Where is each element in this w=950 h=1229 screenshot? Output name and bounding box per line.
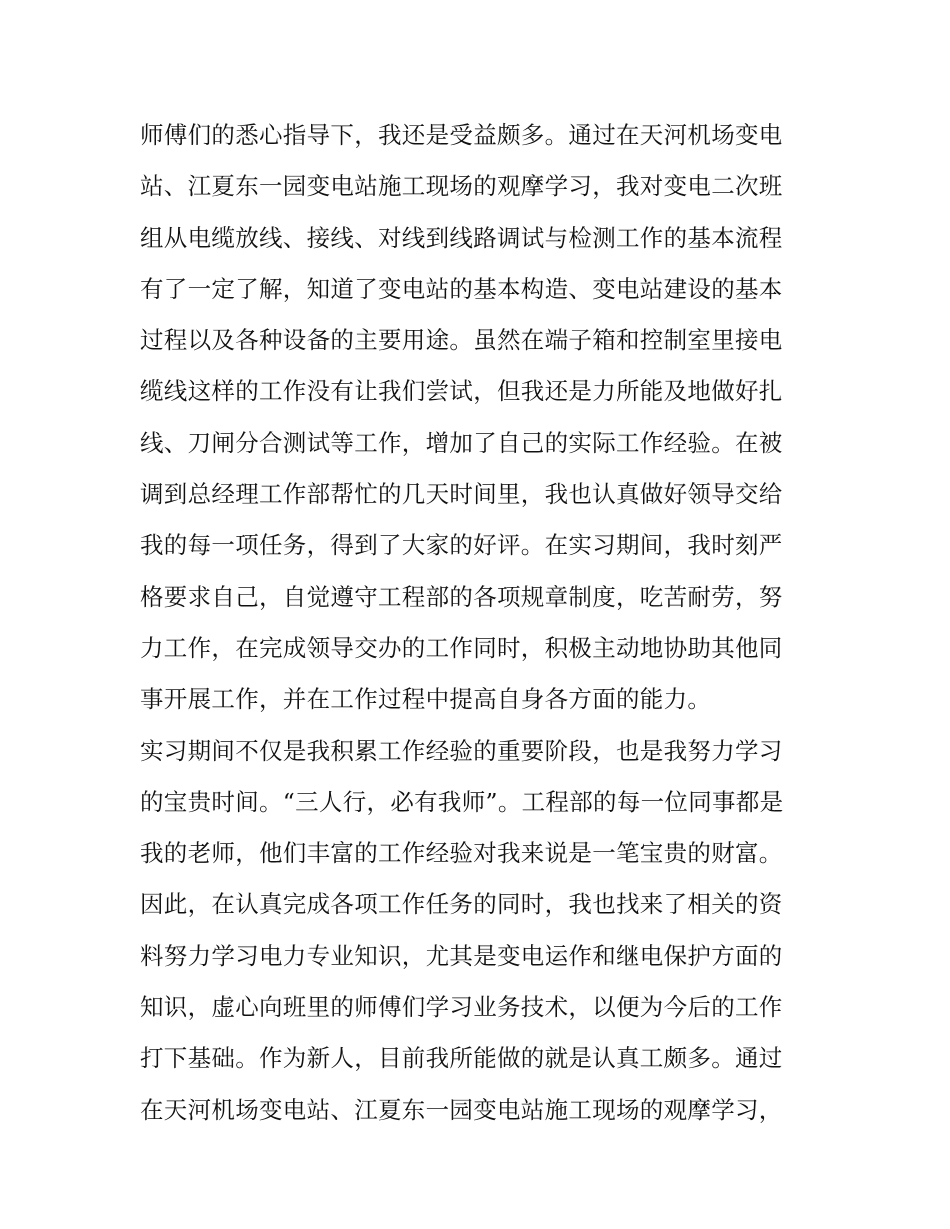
text-line: 缆线这样的工作没有让我们尝试，但我还是力所能及地做好扎 <box>140 377 783 406</box>
text-line: 线、刀闸分合测试等工作，增加了自己的实际工作经验。在被 <box>140 428 783 457</box>
text-line: 料努力学习电力专业知识，尤其是变电运作和继电保护方面的 <box>140 941 783 970</box>
text-line: 打下基础。作为新人，目前我所能做的就是认真工颇多。通过 <box>140 1044 783 1073</box>
text-line: 站、江夏东一园变电站施工现场的观摩学习，我对变电二次班 <box>140 172 783 201</box>
text-line: 实习期间不仅是我积累工作经验的重要阶段，也是我努力学习 <box>140 736 783 765</box>
text-line: 我的每一项任务，得到了大家的好评。在实习期间，我时刻严 <box>140 531 783 560</box>
text-line: 格要求自己，自觉遵守工程部的各项规章制度，吃苦耐劳，努 <box>140 582 783 611</box>
body-text <box>140 110 820 1136</box>
text-line: 在天河机场变电站、江夏东一园变电站施工现场的观摩学习， <box>140 1095 783 1124</box>
text-line: 事开展工作，并在工作过程中提高自身各方面的能力。 <box>140 685 712 714</box>
text-line: 师傅们的悉心指导下，我还是受益颇多。通过在天河机场变电 <box>140 121 783 149</box>
text-line: 调到总经理工作部帮忙的几天时间里，我也认真做好领导交给 <box>140 480 783 509</box>
text-line: 的宝贵时间。“三人行，必有我师”。工程部的每一位同事都是 <box>140 787 784 816</box>
text-line: 因此，在认真完成各项工作任务的同时，我也找来了相关的资 <box>140 890 783 919</box>
text-line: 知识，虚心向班里的师傅们学习业务技术，以便为今后的工作 <box>140 993 783 1022</box>
text-line: 过程以及各种设备的主要用途。虽然在端子箱和控制室里接电 <box>140 326 783 355</box>
text-line: 组从电缆放线、接线、对线到线路调试与检测工作的基本流程 <box>140 223 783 252</box>
text-line: 我的老师，他们丰富的工作经验对我来说是一笔宝贵的财富。 <box>140 839 783 868</box>
text-line: 力工作，在完成领导交办的工作同时，积极主动地协助其他同 <box>140 633 783 662</box>
text-line: 有了一定了解，知道了变电站的基本构造、变电站建设的基本 <box>140 274 783 303</box>
